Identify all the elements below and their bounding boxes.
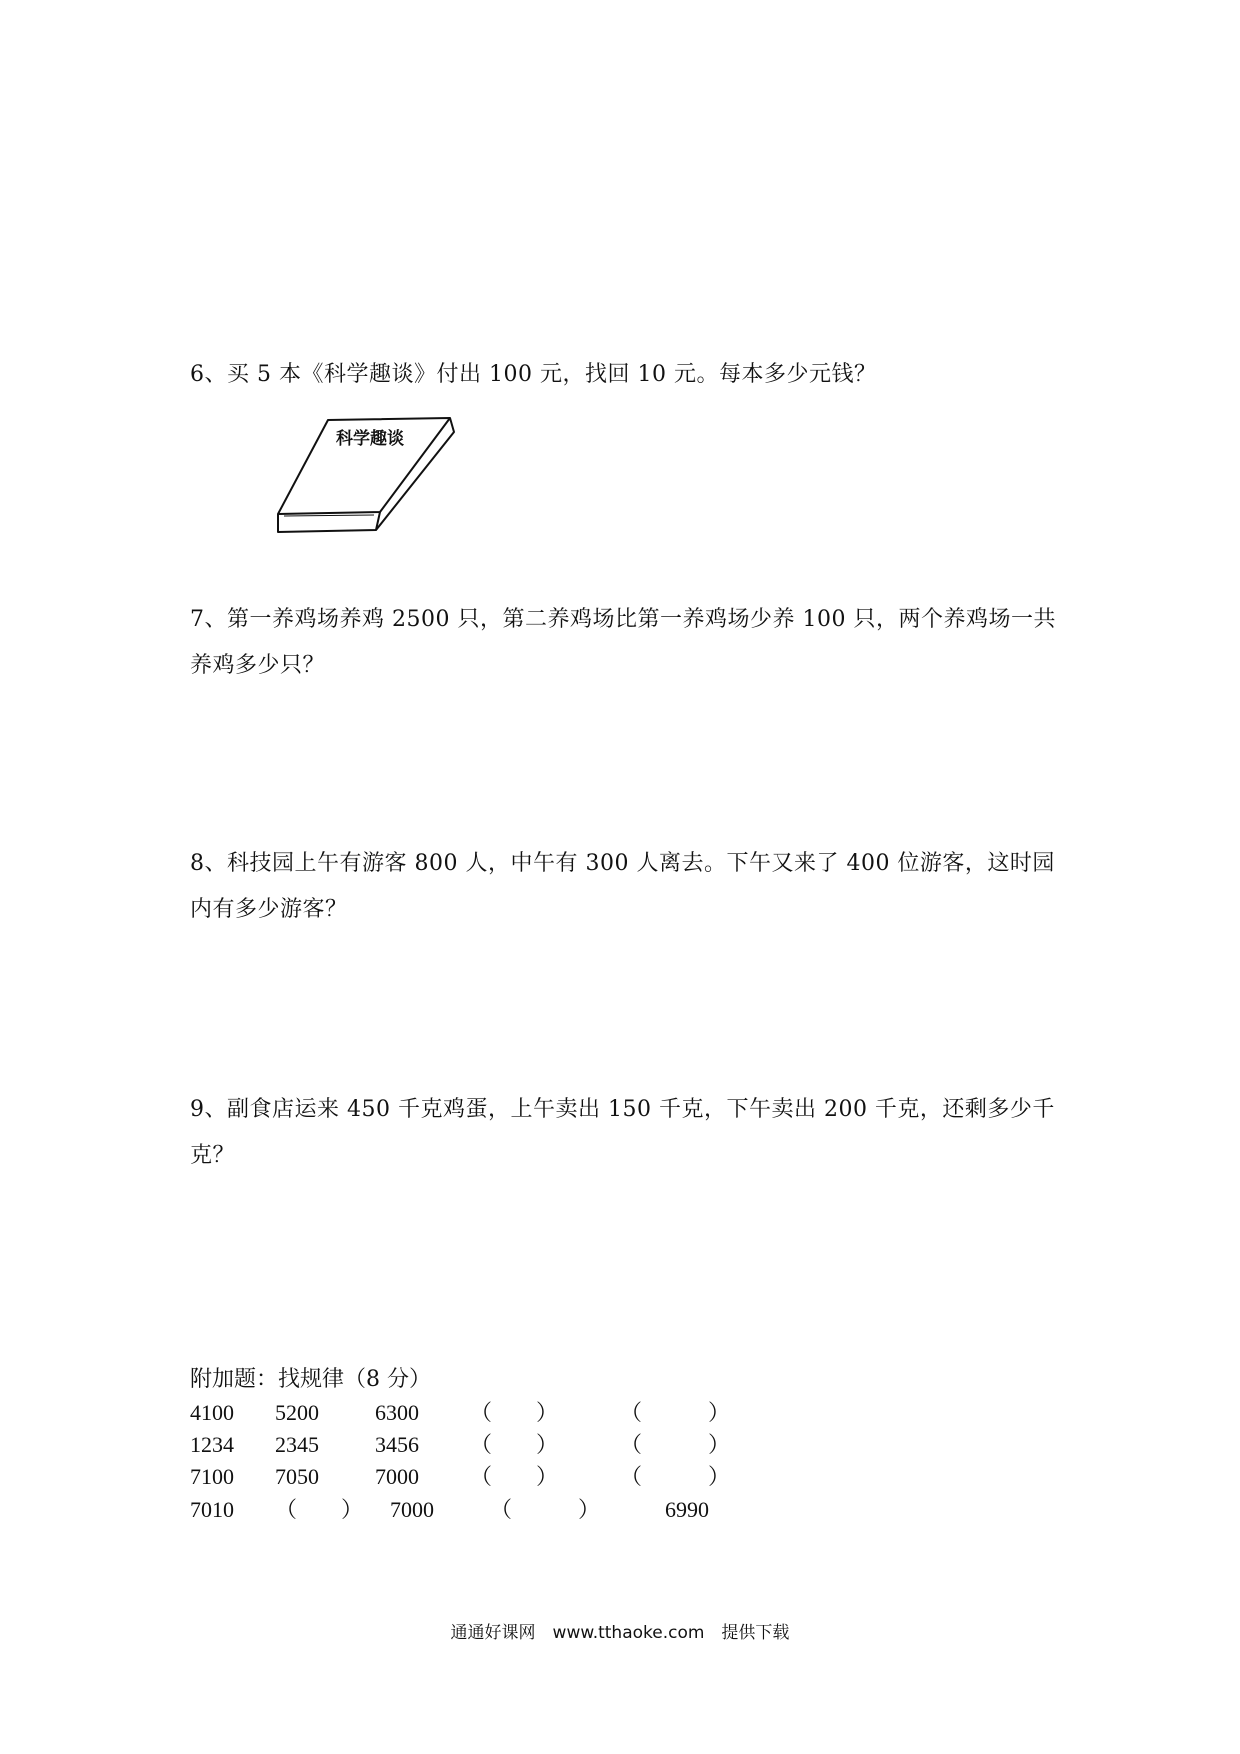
pattern-row <box>190 1460 890 1494</box>
pattern-cell: 7100 <box>190 1464 234 1489</box>
pattern-cell: 5200 <box>275 1400 319 1425</box>
book-illustration <box>272 412 462 542</box>
pattern-cell: 7000 <box>390 1497 434 1522</box>
question-9: 9、副食店运来 450 千克鸡蛋，上午卖出 150 千克，下午卖出 200 千克，还剩多少千克？ <box>190 1097 1055 1168</box>
question-8: 8、科技园上午有游客 800 人，中午有 300 人离去。下午又来了 400 位游客，这时园内有多少游客？ <box>190 851 1055 922</box>
pattern-cell: 6300 <box>375 1400 419 1425</box>
pattern-blank[interactable]: （ ） <box>470 1400 559 1425</box>
pattern-blank[interactable]: （ ） <box>620 1400 731 1425</box>
book-title-text: 科学趣谈 <box>336 429 404 449</box>
pattern-row <box>190 1428 890 1462</box>
pattern-cell: 6990 <box>665 1497 709 1522</box>
pattern-cell: 3456 <box>375 1432 419 1457</box>
page-footer: 通通好课网 www.tthaoke.com 提供下载 <box>450 1623 790 1643</box>
pattern-row <box>190 1493 890 1527</box>
pattern-cell: 7000 <box>375 1464 419 1489</box>
pattern-row <box>190 1396 890 1430</box>
pattern-blank[interactable]: （ ） <box>620 1432 731 1457</box>
pattern-blank[interactable]: （ ） <box>470 1432 559 1457</box>
pattern-cell: 2345 <box>275 1432 319 1457</box>
pattern-blank[interactable]: （ ） <box>490 1497 601 1522</box>
question-7: 7、第一养鸡场养鸡 2500 只，第二养鸡场比第一养鸡场少养 100 只，两个养鸡场一共养鸡多少只？ <box>190 607 1056 678</box>
pattern-cell: 7010 <box>190 1497 234 1522</box>
bonus-title: 附加题：找规律（8 分） <box>190 1367 431 1392</box>
question-6: 6、买 5 本《科学趣谈》付出 100 元，找回 10 元。每本多少元钱？ <box>190 362 877 387</box>
pattern-cell: 7050 <box>275 1464 319 1489</box>
pattern-cell: 4100 <box>190 1400 234 1425</box>
pattern-cell: 1234 <box>190 1432 234 1457</box>
pattern-blank[interactable]: （ ） <box>470 1464 559 1489</box>
pattern-blank[interactable]: （ ） <box>275 1497 364 1522</box>
pattern-blank[interactable]: （ ） <box>620 1464 731 1489</box>
